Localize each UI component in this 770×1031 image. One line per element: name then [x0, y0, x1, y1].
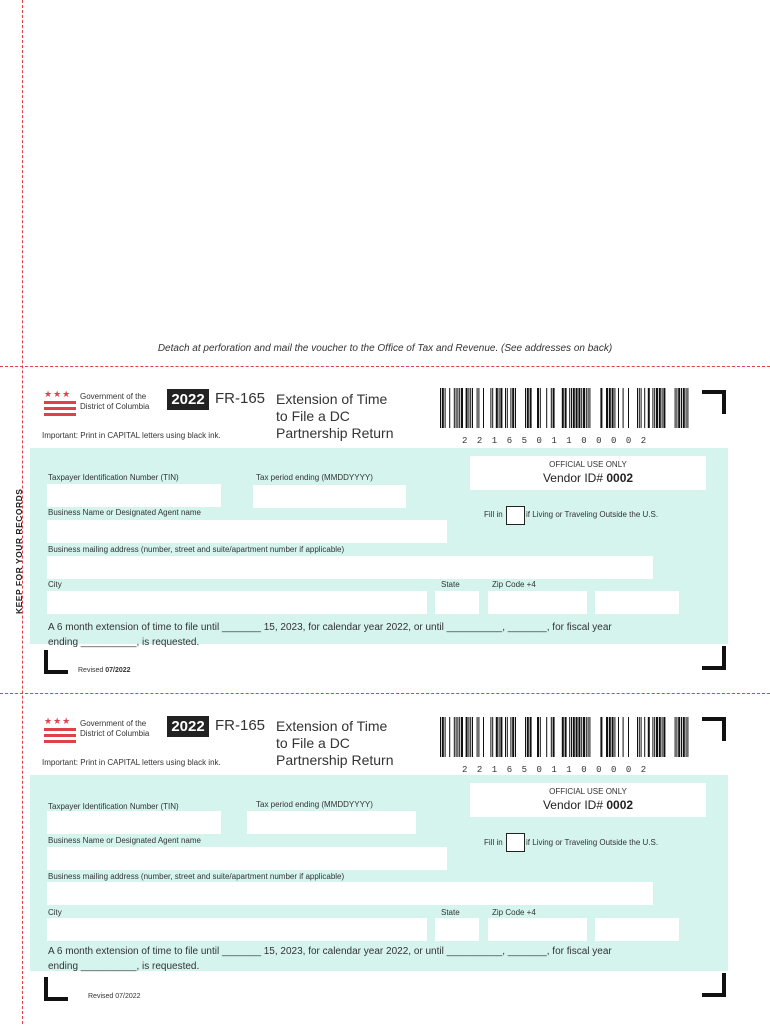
outside-us-label: if Living or Traveling Outside the U.S. [526, 510, 659, 519]
address-field[interactable] [47, 556, 653, 579]
form-panel [30, 448, 728, 648]
zip-label: Zip Code +4 [492, 580, 536, 589]
business-name-label: Business Name or Designated Agent name [48, 836, 201, 845]
address-label: Business mailing address (number, street and suite/apartment number if applicable) [48, 872, 345, 881]
tin-label: Taxpayer Identification Number (TIN) [48, 473, 179, 482]
business-name-field[interactable] [47, 847, 447, 870]
tax-period-field[interactable] [247, 811, 416, 834]
form-number: FR-165 [215, 717, 266, 734]
zip-field[interactable] [488, 918, 587, 941]
state-field[interactable] [435, 918, 479, 941]
tax-period-field[interactable] [253, 485, 406, 508]
perforation-line-top [0, 366, 770, 367]
outside-us-label: if Living or Traveling Outside the U.S. [526, 838, 659, 847]
tax-period-label: Tax period ending (MMDDYYYY) [256, 800, 373, 809]
registration-mark-bottom-left [44, 977, 68, 1001]
fill-in-label: Fill in [484, 838, 503, 847]
registration-mark-bottom-left [44, 650, 68, 674]
official-use-box: OFFICIAL USE ONLY Vendor ID# 0002 [470, 783, 706, 817]
city-field[interactable] [47, 591, 427, 614]
fill-in-label: Fill in [484, 510, 503, 519]
form-title: Extension of Time to File a DC Partnership Return [276, 391, 394, 441]
outside-us-checkbox[interactable] [506, 506, 525, 525]
keep-for-records-label: KEEP FOR YOUR RECORDS [14, 488, 24, 614]
important-note: Important: Print in CAPITAL letters using black ink. [42, 758, 221, 767]
extension-statement: A 6 month extension of time to file until _______ 15, 2023, for calendar year 2022, or until __________, _______, for fiscal year ending __________, is requested. [48, 946, 612, 972]
registration-mark-bottom-right [702, 973, 726, 997]
business-name-label: Business Name or Designated Agent name [48, 508, 201, 517]
voucher-records-copy [0, 384, 770, 704]
tax-period-label: Tax period ending (MMDDYYYY) [256, 473, 373, 482]
government-label: Government of the District of Columbia [80, 392, 150, 411]
important-note: Important: Print in CAPITAL letters using black ink. [42, 431, 221, 440]
form-panel [30, 775, 728, 971]
tin-field[interactable] [47, 484, 221, 507]
city-label: City [48, 908, 62, 917]
zip-field[interactable] [488, 591, 587, 614]
state-field[interactable] [435, 591, 479, 614]
barcode-number: 2216501100002 [462, 765, 656, 775]
detach-instructions: Detach at perforation and mail the voucher to the Office of Tax and Revenue. (See addresses on back) [157, 343, 613, 354]
form-year-badge: 2022 [167, 389, 209, 410]
state-label: State [441, 908, 460, 917]
form-title: Extension of Time to File a DC Partnership Return [276, 718, 394, 768]
barcode [440, 388, 690, 428]
tin-label: Taxpayer Identification Number (TIN) [48, 802, 179, 811]
barcode-number: 2216501100002 [462, 436, 656, 446]
barcode [440, 717, 690, 757]
form-number: FR-165 [215, 390, 266, 407]
extension-statement: A 6 month extension of time to file until _______ 15, 2023, for calendar year 2022, or until __________, _______, for fiscal year ending __________, is requested. [48, 622, 612, 648]
tin-field[interactable] [47, 811, 221, 834]
registration-mark-bottom-right [702, 646, 726, 670]
government-label: Government of the District of Columbia [80, 719, 150, 738]
zip-label: Zip Code +4 [492, 908, 536, 917]
city-label: City [48, 580, 62, 589]
zip4-field[interactable] [595, 591, 679, 614]
registration-mark-top-right [702, 390, 726, 414]
revised-date: Revised 07/2022 [88, 993, 141, 1000]
dc-flag-logo: ★★★ [44, 390, 76, 414]
voucher-mail-copy [0, 711, 770, 1031]
address-label: Business mailing address (number, street and suite/apartment number if applicable) [48, 545, 345, 554]
revised-date: Revised 07/2022 [78, 667, 131, 674]
business-name-field[interactable] [47, 520, 447, 543]
official-use-box: OFFICIAL USE ONLY Vendor ID# 0002 [470, 456, 706, 490]
address-field[interactable] [47, 882, 653, 905]
form-year-badge: 2022 [167, 716, 209, 737]
outside-us-checkbox[interactable] [506, 833, 525, 852]
zip4-field[interactable] [595, 918, 679, 941]
city-field[interactable] [47, 918, 427, 941]
dc-flag-logo: ★★★ [44, 717, 76, 741]
state-label: State [441, 580, 460, 589]
registration-mark-top-right [702, 717, 726, 741]
